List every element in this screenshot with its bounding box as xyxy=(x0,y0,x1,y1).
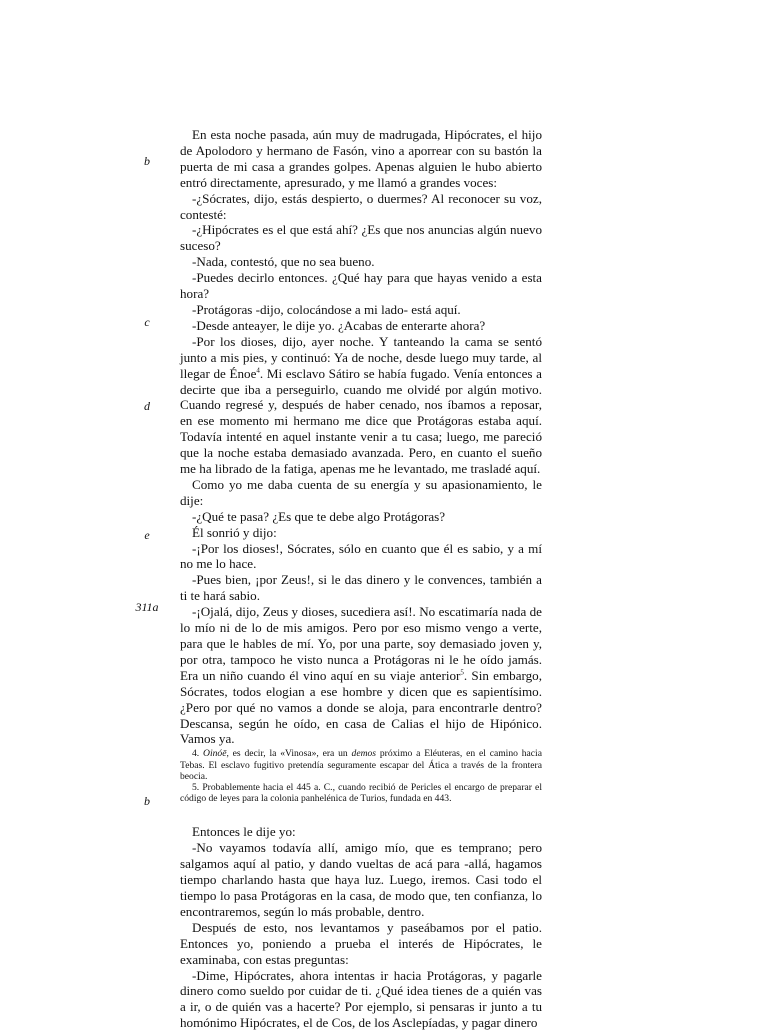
paragraph: -Desde anteayer, le dije yo. ¿Acabas de enterarte ahora? xyxy=(192,317,486,333)
margin-marker: b xyxy=(144,154,150,168)
paragraph: -Pues bien, ¡por Zeus!, si le das dinero y le convences, también a ti te hará sabio. xyxy=(180,572,542,604)
paragraph xyxy=(180,334,542,477)
margin-marker: b xyxy=(144,794,150,808)
footnote-term: demos xyxy=(351,748,377,760)
footnote xyxy=(180,748,542,782)
paragraph: -Nada, contestó, que no sea bueno. xyxy=(192,254,375,270)
paragraph: -Dime, Hipócrates, ahora intentas ir hacia Protágoras, y pagarle dinero como sueldo por cuidar de ti. ¿Qué idea tienes de a quién vas a ir, o de quién vas a hacerte? Por ejemplo, si pensaras ir junto a tu homónimo Hipócrates, el de Cos, de los Asclepíadas, y pagar dinero xyxy=(180,967,542,1031)
paragraph: Entonces le dije yo: xyxy=(192,824,296,840)
margin-marker: c xyxy=(144,315,150,329)
paragraph-text: -¡Ojalá, dijo, Zeus y dioses, sucediera así!. No escatimaría nada de lo mío ni de lo de mis amigos. Pero por eso mismo vengo a verte, para que le hables de mí. Yo, por una parte, soy demasiado joven y, por otra, tampoco he visto nunca a Protágoras ni le he oído jamás. Era un niño cuando él vino aquí en su viaje anterior xyxy=(180,604,542,683)
paragraph: Como yo me daba cuenta de su energía y su apasionamiento, le dije: xyxy=(180,476,542,508)
paragraph: Después de esto, nos levantamos y paseábamos por el patio. Entonces yo, poniendo a prueba el interés de Hipócrates, le examinaba, con estas preguntas: xyxy=(180,919,542,967)
footnote xyxy=(180,782,542,804)
paragraph: -Puedes decirlo entonces. ¿Qué hay para que hayas venido a esta hora? xyxy=(180,270,542,302)
footnote-number: 4. xyxy=(192,748,200,760)
paragraph-text: . Mi esclavo Sátiro se había fugado. Venía entonces a decirte que iba a perseguirlo, cuando me olvidé por algún motivo. Cuando regresé y, después de haber cenado, nos íbamos a reposar, en ese momento mi hermano me dice que Protágoras estaba aquí. Todavía intenté en aquel instante venir a tu casa; luego, me pareció que la noche estaba demasiado avanzada. Pero, en cuanto el sueño me ha librado de la fatiga, apenas me he levantado, me trasladé aquí. xyxy=(180,365,542,477)
footnote-term: Oinóē xyxy=(203,748,227,760)
footnote-number: 5. xyxy=(192,781,200,793)
footnote-text: próximo a Eléuteras, en el camino hacia Tebas. El esclavo fugitivo pretendía seguramente escapar del Ática a través de la frontera beocia. xyxy=(180,748,542,782)
section-gap xyxy=(180,804,542,824)
margin-marker: e xyxy=(144,528,150,542)
footnotes xyxy=(180,748,542,804)
paragraph: -¡Por los dioses!, Sócrates, sólo en cuanto que él es sabio, y a mí no me lo hace. xyxy=(180,540,542,572)
footnote-ref: 4 xyxy=(256,366,260,375)
paragraph: Él sonrió y dijo: xyxy=(192,524,277,540)
paragraph-text: . Sin embargo, Sócrates, todos elogian a ese hombre y dicen que es sapientísimo. ¿Pero por qué no vamos a donde se aloja, para encontrarle dentro? Descansa, según he oído, en casa de Calias el hijo de Hipónico. Vamos ya. xyxy=(180,667,542,747)
paragraph: En esta noche pasada, aún muy de madrugada, Hipócrates, el hijo de Apolodoro y hermano de Fasón, vino a aporrear con su bastón la puerta de mi casa a grandes golpes. Apenas alguien le hubo abierto entró directamente, apresurado, y me llamó a grandes voces: xyxy=(180,127,542,190)
paragraph-text: -Por los dioses, dijo, ayer noche. Y tanteando la cama se sentó junto a mis pies, y continuó: Ya de noche, desde luego muy tarde, al llegar de Énoe xyxy=(180,333,542,381)
paragraph: -¿Hipócrates es el que está ahí? ¿Es que nos anuncias algún nuevo suceso? xyxy=(180,222,542,254)
footnote-ref: 5 xyxy=(460,668,464,677)
margin-marker: 311a xyxy=(135,600,159,614)
paragraph: -Protágoras -dijo, colocándose a mi lado- está aquí. xyxy=(192,301,461,317)
margin-marker: d xyxy=(144,399,150,413)
paragraph: -¿Sócrates, dijo, estás despierto, o duermes? Al reconocer su voz, contesté: xyxy=(180,190,542,222)
footnote-text: Probablemente hacia el 445 a. C., cuando recibió de Pericles el encargo de preparar el código de leyes para la colonia panhelénica de Turios, fundada en 443. xyxy=(180,781,542,805)
main-text xyxy=(180,127,542,1031)
paragraph: -¿Qué te pasa? ¿Es que te debe algo Protágoras? xyxy=(192,508,446,524)
footnote-text: , es decir, la «Vinosa», era un xyxy=(226,748,352,760)
paragraph xyxy=(180,604,542,747)
paragraph: -No vayamos todavía allí, amigo mío, que es temprano; pero salgamos aquí al patio, y dando vueltas de acá para -allá, hagamos tiempo charlando hasta que haya luz. Luego, iremos. Casi todo el tiempo lo pasa Protágoras en la casa, de modo que, ten confianza, lo encontraremos, según lo más probable, dentro. xyxy=(180,840,542,919)
